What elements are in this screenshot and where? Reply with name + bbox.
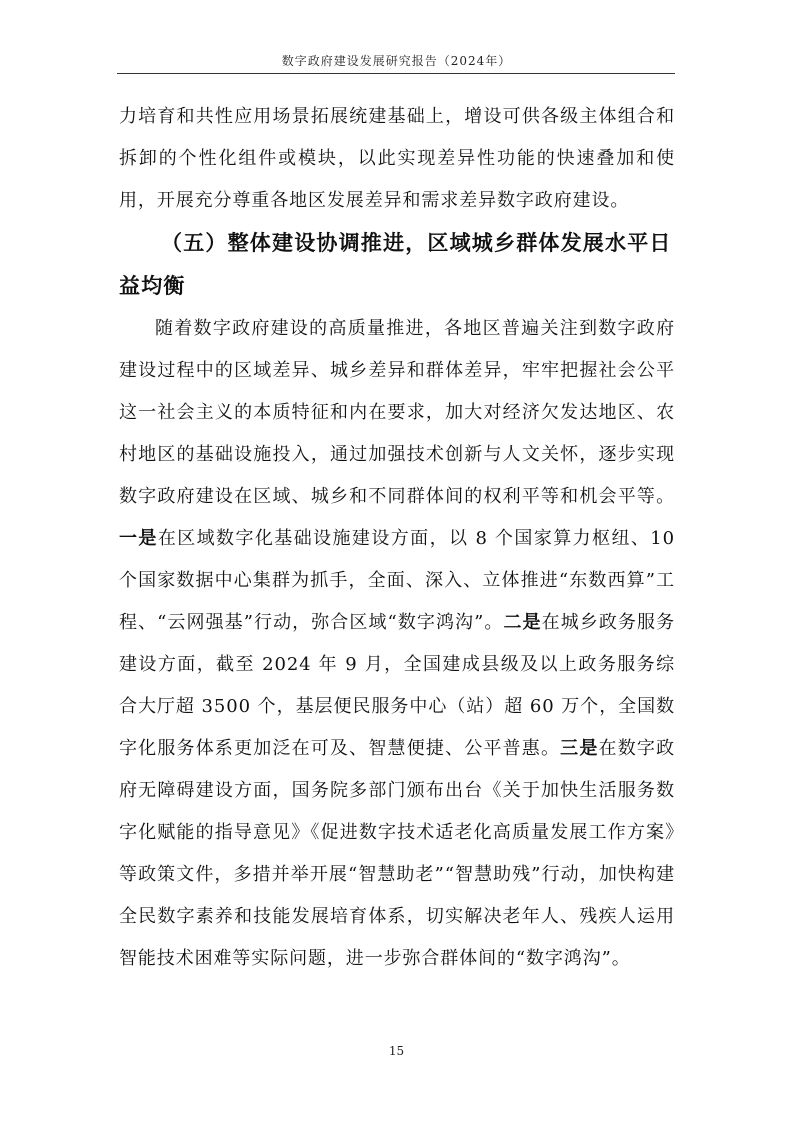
lead-point-2: 二是 xyxy=(503,612,542,633)
point-3-text: 在数字政府无障碍建设方面，国务院多部门颁布出台《关于加快生活服务数字化赋能的指导意见》《促进数字技术适老化高质量发展工作方案》等政策文件，多措并举开展“智慧助老”“智慧助残”行动，加快构建全民数字素养和技能发展培育体系，切实解决老年人、残疾人运用智能技术困难等实际问题，进一步弥合群体间的“数字鸿沟”。 xyxy=(119,738,675,969)
page-body xyxy=(119,96,675,980)
paragraph-intro: 随着数字政府建设的高质量推进，各地区普遍关注到数字政府建设过程中的区域差异、城乡差异和群体差异，牢牢把握社会公平这一社会主义的本质特征和内在要求，加大对经济欠发达地区、农村地区的基础设施投入，通过加强技术创新与人文关怀，逐步实现数字政府建设在区域、城乡和不同群体间的权利平等和机会平等。 xyxy=(119,318,675,507)
continued-paragraph: 力培育和共性应用场景拓展统建基础上，增设可供各级主体组合和拆卸的个性化组件或模块，以此实现差异性功能的快速叠加和使用，开展充分尊重各地区发展差异和需求差异数字政府建设。 xyxy=(119,106,675,211)
lead-point-1: 一是 xyxy=(119,528,158,549)
section-heading: （五）整体建设协调推进，区域城乡群体发展水平日益均衡 xyxy=(119,231,672,298)
page-number: 15 xyxy=(388,1044,405,1058)
header-divider xyxy=(117,73,675,74)
point-2-text: 在城乡政务服务建设方面，截至 2024 年 9 月，全国建成县级及以上政务服务综合大厅超 3500 个，基层便民服务中心（站）超 60 万个，全国数字化服务体系更加泛在可及、智慧便捷、公平普惠。 xyxy=(119,612,675,759)
point-1-text: 在区域数字化基础设施建设方面，以 8 个国家算力枢纽、10 个国家数据中心集群为抓手，全面、深入、立体推进“东数西算”工程、“云网强基”行动，弥合区域“数字鸿沟”。 xyxy=(119,528,675,633)
lead-point-3: 三是 xyxy=(560,738,599,759)
running-header: 数字政府建设发展研究报告（2024年） xyxy=(281,54,512,68)
body-paragraph xyxy=(119,308,675,980)
